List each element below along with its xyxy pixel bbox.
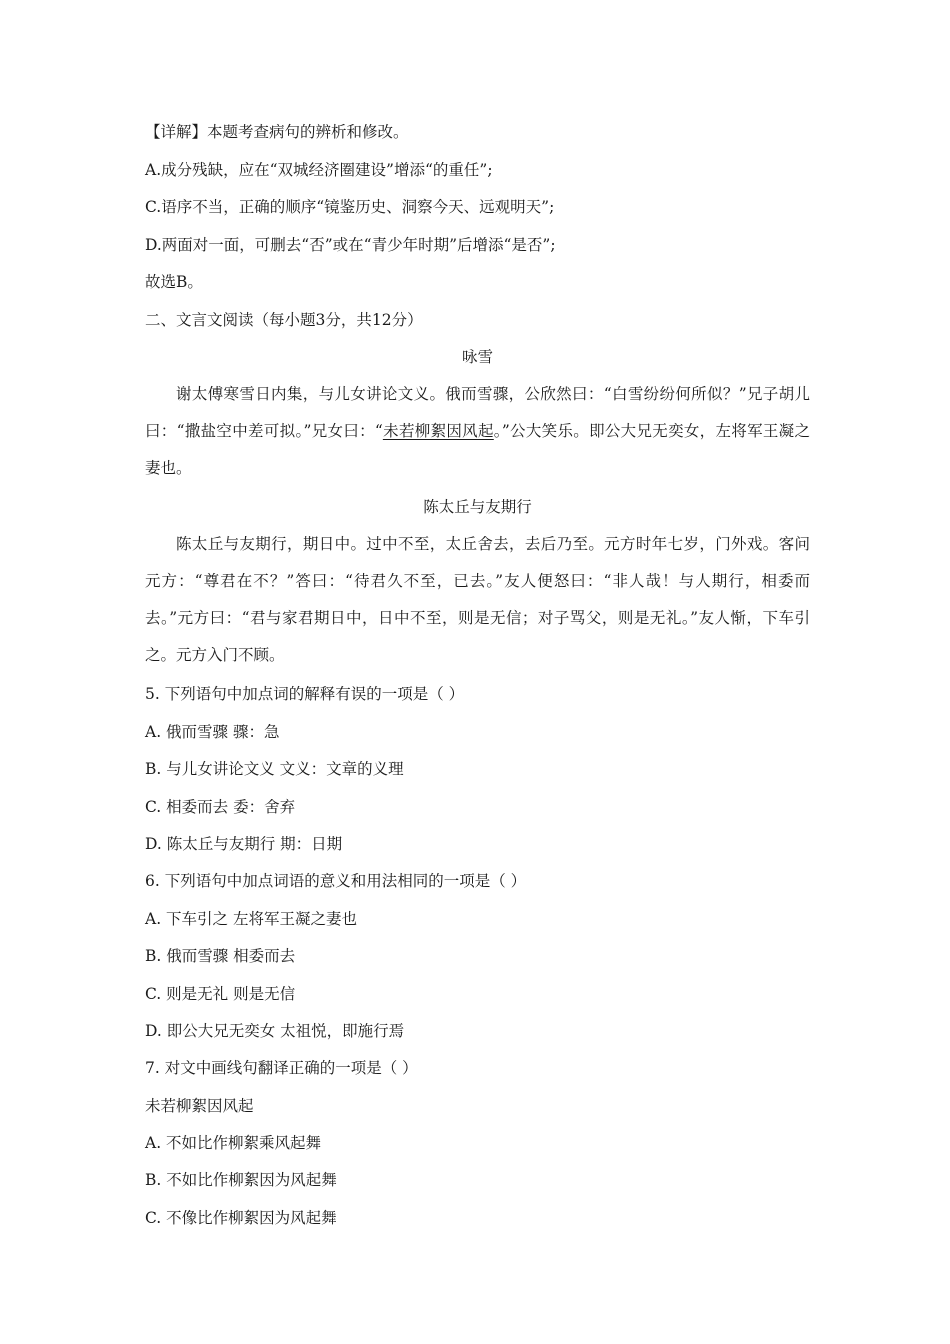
explanation-option-a: A.成分残缺，应在“双城经济圈建设”增添“的重任”;: [145, 161, 493, 179]
question-7-sentence: 未若柳絮因风起: [145, 1097, 254, 1115]
question-6-option-c: C. 则是无礼 则是无信: [145, 985, 296, 1003]
question-7-stem: 7. 对文中画线句翻译正确的一项是（ ）: [145, 1059, 418, 1077]
question-6-option-d: D. 即公大兄无奕女 太祖悦，即施行焉: [145, 1022, 405, 1040]
question-5-stem: 5. 下列语句中加点词的解释有误的一项是（ ）: [145, 685, 465, 703]
underlined-sentence: 未若柳絮因风起: [382, 422, 494, 440]
explanation-option-c: C.语序不当，正确的顺序“镜鉴历史、洞察今天、远观明天”;: [145, 198, 555, 216]
question-6-option-a: A. 下车引之 左将军王凝之妻也: [145, 910, 357, 928]
explanation-option-d: D.两面对一面，可删去“否”或在“青少年时期”后增添“是否”;: [145, 236, 556, 254]
question-7-option-c: C. 不像比作柳絮因为风起舞: [145, 1209, 337, 1227]
question-7-option-a: A. 不如比作柳絮乘风起舞: [145, 1134, 322, 1152]
explanation-intro: 【详解】本题考查病句的辨析和修改。: [145, 123, 409, 141]
question-7-option-b: B. 不如比作柳絮因为风起舞: [145, 1171, 337, 1189]
passage-text-after: 。”公大笑乐。即公大兄无奕女，左将军王凝之妻也。: [145, 422, 810, 477]
passage-body-yongxue: [145, 376, 810, 487]
question-5-option-d: D. 陈太丘与友期行 期：日期: [145, 835, 343, 853]
answer-text: 故选B。: [145, 273, 203, 291]
question-6-stem: 6. 下列语句中加点词语的意义和用法相同的一项是（ ）: [145, 872, 527, 890]
passage-body-chentaiqiu: 陈太丘与友期行，期日中。过中不至，太丘舍去，去后乃至。元方时年七岁，门外戏。客问元方：“尊君在不？”答曰：“待君久不至，已去。”友人便怒曰：“非人哉！与人期行，相委而去。”元方曰：“君与家君期日中，日中不至，则是无信；对子骂父，则是无礼。”友人惭，下车引之。元方入门不顾。: [145, 535, 810, 664]
question-6-option-b: B. 俄而雪骤 相委而去: [145, 947, 296, 965]
section-heading: 二、文言文阅读（每小题3分，共12分）: [145, 311, 423, 329]
passage-title-chentaiqiu: 陈太丘与友期行: [423, 498, 532, 516]
question-5-option-a: A. 俄而雪骤 骤：急: [145, 723, 280, 741]
question-5-option-c: C. 相委而去 委：舍弃: [145, 798, 296, 816]
passage-text-before: 谢太傅寒雪日内集，与儿女讲论文义。俄而雪骤，公欣然曰：“白雪纷纷何所似？”兄子胡儿曰：“撒盐空中差可拟。”兄女曰：“: [145, 385, 810, 440]
passage-title-yongxue: 咏雪: [461, 348, 493, 366]
question-5-option-b: B. 与儿女讲论文义 文义：文章的义理: [145, 760, 404, 778]
